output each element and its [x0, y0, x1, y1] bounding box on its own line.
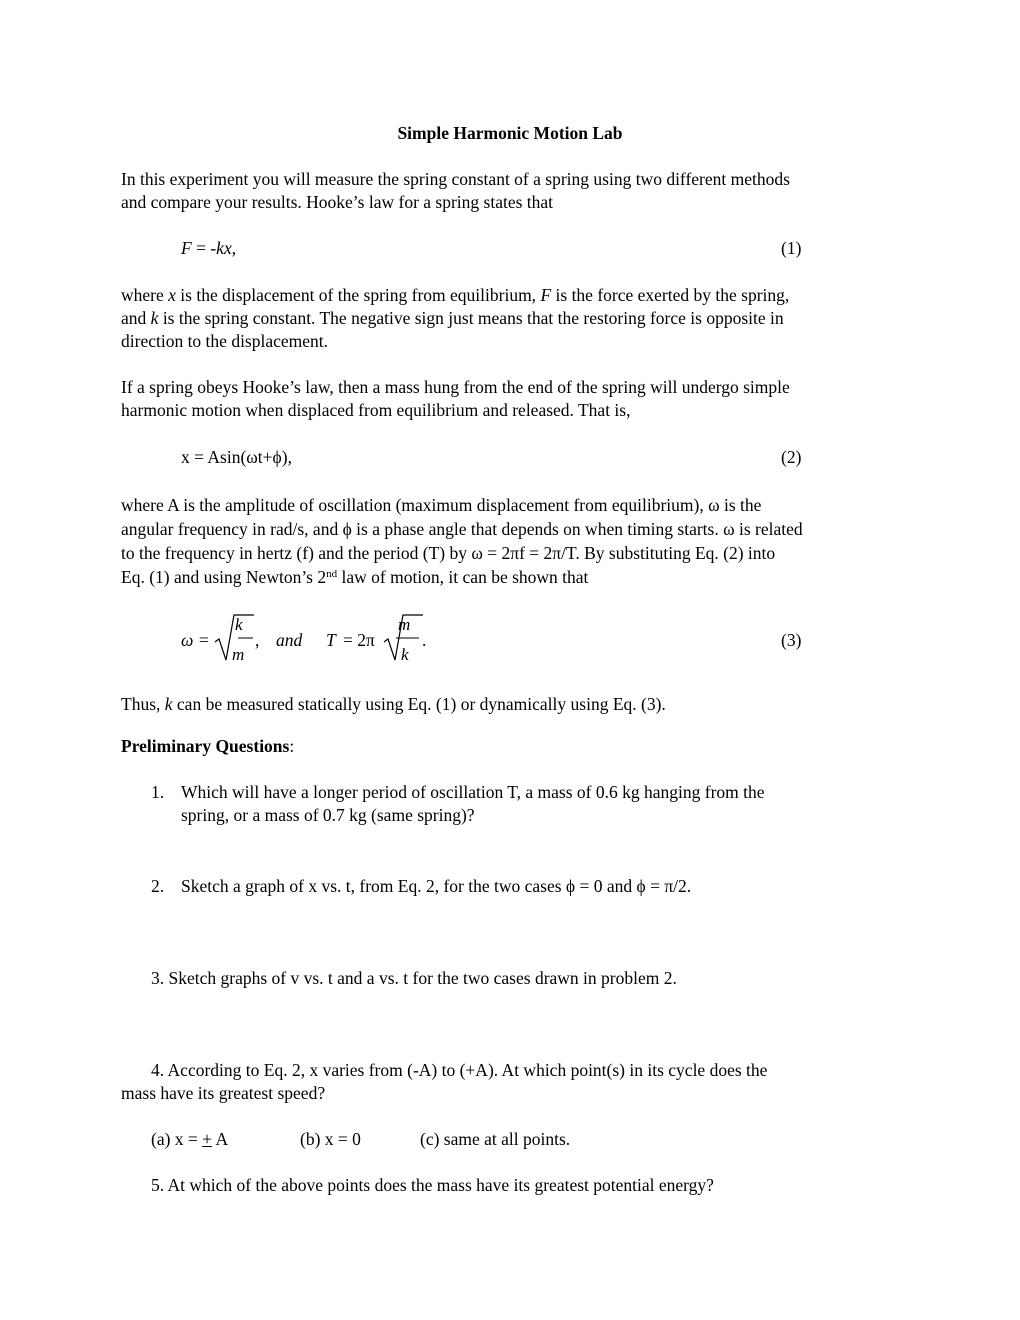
where1-line-1: [121, 284, 789, 307]
where2-sup: nd: [326, 568, 338, 580]
where1-l1b: is the displacement of the spring from equilibrium,: [175, 285, 541, 305]
prelim-heading: [121, 735, 294, 758]
where1-line-3: direction to the displacement.: [121, 331, 329, 351]
page-title: Simple Harmonic Motion Lab: [397, 123, 623, 143]
q4-option-a-post: A: [212, 1129, 229, 1149]
where2-line-3: to the frequency in hertz (f) and the period (T) by ω = 2πf = 2π/T. By substituting Eq. (2) into: [121, 543, 776, 563]
where2-post: law of motion, it can be shown that: [337, 567, 589, 587]
hooke-line-1: If a spring obeys Hooke’s law, then a mass hung from the end of the spring will undergo simple: [121, 377, 790, 397]
where1-l1a: where: [121, 285, 169, 305]
intro-line-1: In this experiment you will measure the spring constant of a spring using two different methods: [121, 169, 790, 189]
q3-text: 3. Sketch graphs of v vs. t and a vs. t for the two cases drawn in problem 2.: [151, 968, 677, 988]
q1-number: 1.: [151, 782, 165, 802]
where2-pre: Eq. (1) and using Newton’s 2: [121, 567, 327, 587]
q4-line-2: mass have its greatest speed?: [121, 1083, 326, 1103]
where1-x: x: [168, 285, 176, 305]
eq3-and: and: [276, 630, 303, 650]
where1-k: k: [150, 308, 159, 328]
prelim-colon: :: [289, 736, 295, 756]
eq1-x: x: [223, 238, 232, 258]
q4-option-b: (b) x = 0: [300, 1129, 361, 1149]
eq1-F: F: [181, 238, 192, 258]
eq3-m1: m: [232, 645, 245, 664]
where2-line-2: angular frequency in rad/s, and ϕ is a phase angle that depends on when timing starts. ω is related: [121, 519, 803, 539]
q5-text: 5. At which of the above points does the mass have its greatest potential energy?: [151, 1175, 714, 1195]
where1-l2a: and: [121, 308, 151, 328]
eq3-eq2pi: = 2π: [343, 630, 375, 650]
eq3-k2: k: [401, 645, 409, 664]
where1-l2b: is the spring constant. The negative sign just means that the restoring force is opposite in: [158, 308, 784, 328]
q4-option-a: [151, 1128, 228, 1151]
where2-line-1: where A is the amplitude of oscillation (maximum displacement from equilibrium), ω is the: [121, 495, 762, 515]
eq3-omega: ω =: [181, 630, 210, 650]
equation-3-number: (3): [781, 630, 802, 650]
q1-line-1: Which will have a longer period of oscillation T, a mass of 0.6 kg hanging from the: [181, 782, 765, 802]
eq1-tail: ,: [231, 238, 237, 258]
q4-option-c: (c) same at all points.: [420, 1129, 571, 1149]
eq3-period: .: [422, 630, 427, 650]
eq3-T: T: [326, 630, 336, 650]
equation-2: x = Asin(ωt+ϕ),: [181, 447, 292, 467]
eq3-m2: m: [398, 615, 411, 634]
q1-line-2: spring, or a mass of 0.7 kg (same spring)?: [181, 805, 475, 825]
hooke-line-2: harmonic motion when displaced from equilibrium and released. That is,: [121, 400, 631, 420]
thus-line: [121, 693, 666, 716]
q4-option-a-pm: +: [202, 1129, 213, 1149]
equation-1: [181, 238, 236, 259]
q2-number: 2.: [151, 876, 165, 896]
where1-F: F: [540, 285, 552, 305]
q4-line-1: 4. According to Eq. 2, x varies from (-A) to (+A). At which point(s) in its cycle does the: [151, 1060, 768, 1080]
equation-2-number: (2): [781, 447, 802, 467]
eq1-k: k: [216, 238, 224, 258]
q4-option-a-pre: (a) x =: [151, 1129, 203, 1149]
intro-line-2: and compare your results. Hooke’s law for a spring states that: [121, 192, 554, 212]
thus-pre: Thus,: [121, 694, 165, 714]
equation-1-number: (1): [781, 238, 802, 258]
q2-text: Sketch a graph of x vs. t, from Eq. 2, for the two cases ϕ = 0 and ϕ = π/2.: [181, 876, 692, 896]
eq1-eqsign: = -: [191, 238, 217, 258]
thus-post: can be measured statically using Eq. (1) or dynamically using Eq. (3).: [172, 694, 666, 714]
where1-l1c: is the force exerted by the spring,: [551, 285, 790, 305]
where1-line-2: [121, 307, 784, 330]
where2-line-4: [121, 566, 588, 589]
thus-k: k: [164, 694, 173, 714]
eq3-k1: k: [235, 615, 243, 634]
prelim-heading-text: Preliminary Questions: [121, 736, 290, 756]
eq3-comma: ,: [255, 630, 260, 650]
